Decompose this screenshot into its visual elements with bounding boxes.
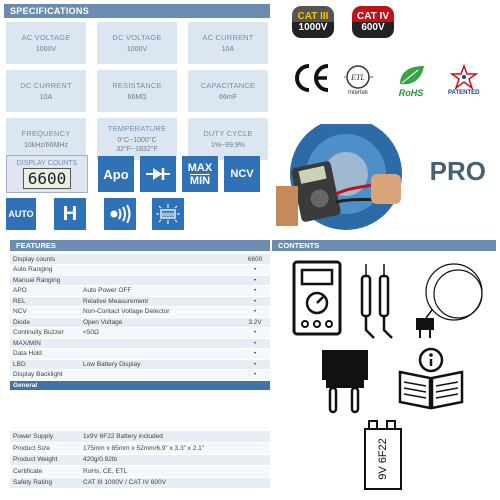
cat-iii-label: CAT III (297, 11, 329, 22)
feature-value: • (240, 338, 270, 349)
display-counts-value: 6600 (23, 168, 72, 189)
general-desc: 420g/0.92lb (80, 454, 270, 466)
contents-header: CONTENTS (272, 240, 496, 251)
feature-tiles-row-2 (6, 198, 184, 230)
feature-name: Manual Ranging (10, 275, 80, 286)
feature-value: • (240, 307, 270, 318)
min-label: MIN (189, 174, 211, 187)
spec-cell (188, 22, 268, 64)
svg-text:c: c (344, 74, 346, 79)
spec-label: RESISTANCE (112, 80, 162, 90)
backlight-tile (152, 198, 184, 230)
feature-value: • (240, 370, 270, 381)
thermocouple-icon (410, 262, 490, 340)
cat-iv-badge (352, 6, 394, 38)
table-row (10, 286, 270, 297)
spec-label: DC VOLTAGE (112, 32, 162, 42)
feature-value: • (240, 359, 270, 370)
spec-cell (97, 70, 177, 112)
feature-name: Diode (10, 317, 80, 328)
spec-label: TEMPERATURE (107, 124, 167, 133)
table-row (10, 466, 270, 478)
rohs-mark (396, 64, 426, 98)
general-name: Product Size (10, 443, 80, 455)
spec-cell (6, 22, 86, 64)
battery-terminal (386, 420, 396, 428)
feature-value: • (240, 328, 270, 339)
etl-mark (340, 64, 376, 96)
table-row (10, 477, 270, 489)
buzzer-tile (104, 198, 136, 230)
cat-iii-voltage: 1000V (298, 22, 328, 33)
general-name: Safety Rating (10, 477, 80, 489)
cat-iv-label: CAT IV (356, 11, 390, 22)
feature-value: • (240, 265, 270, 276)
rohs-label: RoHS (398, 88, 424, 98)
cat-iii-badge (292, 6, 334, 38)
table-row (10, 454, 270, 466)
max-label: MAX (187, 161, 213, 174)
plug-adapter-icon (318, 346, 374, 416)
apo-tile: Apo (98, 156, 134, 192)
spec-label: AC VOLTAGE (21, 32, 71, 42)
spec-value: 10A (221, 45, 235, 53)
display-counts-label: DISPLAY COUNTS (16, 159, 78, 167)
feature-name: Display Backlight (10, 370, 80, 381)
general-header: General (10, 380, 270, 391)
intertek-label: Intertek (347, 90, 368, 96)
battery-icon (364, 420, 404, 492)
table-row (10, 443, 270, 455)
svg-text:ETL: ETL (351, 73, 365, 82)
table-row (10, 296, 270, 307)
features-header: FEATURES (10, 240, 270, 251)
feature-desc (80, 370, 240, 381)
feature-desc (80, 349, 240, 360)
general-desc: CAT III 1000V / CAT IV 600V (80, 477, 270, 489)
ce-mark (292, 62, 332, 94)
diode-tile (140, 156, 176, 192)
feature-name: REL (10, 296, 80, 307)
feature-name: Continuity Buzzer (10, 328, 80, 339)
general-desc: 1x9V 6F22 Battery included (80, 431, 270, 443)
table-row (10, 359, 270, 370)
diode-icon (146, 166, 170, 182)
feature-name: Auto Ranging (10, 265, 80, 276)
spec-label: AC CURRENT (202, 32, 254, 42)
spec-label: DUTY CYCLE (203, 128, 253, 138)
feature-desc: Open Voltage (80, 317, 240, 328)
feature-value: 3.2V (240, 317, 270, 328)
pro-logo: PRO (429, 156, 486, 186)
feature-desc: Low Battery Display (80, 359, 240, 370)
spec-cell (6, 118, 86, 160)
feature-desc: <50Ω (80, 328, 240, 339)
spec-cell (97, 22, 177, 64)
spec-value: 1000V (35, 45, 57, 53)
spec-label: DC CURRENT (20, 80, 72, 90)
spec-value (116, 136, 158, 154)
feature-name: Display counts (10, 254, 80, 265)
multimeter-icon (290, 258, 350, 338)
feature-name: APO (10, 286, 80, 297)
patented-star-icon (449, 64, 479, 90)
spec-label: FREQUENCY (21, 128, 71, 138)
general-name: Product Weight (10, 454, 80, 466)
battery-label: 9V 6F22 (377, 438, 389, 480)
feature-name: NCV (10, 307, 80, 318)
feature-value: • (240, 286, 270, 297)
cat-iv-voltage: 600V (361, 22, 385, 33)
spec-value: 10kHz/66MHz (24, 141, 68, 149)
table-row (10, 275, 270, 286)
spec-cell (188, 70, 268, 112)
auto-tile: AUTO (6, 198, 36, 230)
spec-cell (188, 118, 268, 160)
buzzer-icon (108, 205, 132, 223)
manual-icon (396, 346, 466, 412)
feature-value: • (240, 275, 270, 286)
feature-desc: Relative Measurement (80, 296, 240, 307)
feature-tiles-row-1 (6, 155, 260, 193)
specifications-header: SPECIFICATIONS (4, 4, 270, 18)
spec-cell (97, 118, 177, 160)
max-min-tile (182, 156, 218, 192)
spec-value: 10A (39, 93, 53, 101)
ncv-tile: NCV (224, 156, 260, 192)
general-group-row (10, 380, 270, 391)
feature-name: MAX/MIN (10, 338, 80, 349)
general-desc: 175mm x 85mm x 52mm/6.9" x 3.3" x 2.1" (80, 443, 270, 455)
feature-desc: Auto Power OFF (80, 286, 240, 297)
table-row (10, 370, 270, 381)
rohs-leaf-icon (396, 64, 426, 88)
general-name: Certificate (10, 466, 80, 478)
battery-terminal (368, 420, 378, 428)
feature-desc (80, 338, 240, 349)
table-row (10, 265, 270, 276)
spec-value: 66mF (219, 93, 237, 101)
feature-value: • (240, 349, 270, 360)
feature-desc (80, 265, 240, 276)
features-table (10, 254, 270, 391)
table-row (10, 328, 270, 339)
svg-text:us: us (369, 74, 374, 79)
ce-icon (292, 62, 332, 94)
feature-name: LBD (10, 359, 80, 370)
general-desc: RoHs, CE, ETL (80, 466, 270, 478)
spec-value-line: 0°C~1000°C (117, 137, 157, 144)
spec-cell (6, 70, 86, 112)
patented-mark (448, 64, 479, 96)
hold-tile: H (54, 198, 86, 230)
display-counts-tile (6, 155, 88, 193)
feature-desc (80, 275, 240, 286)
etl-icon (340, 64, 376, 90)
spec-label: CAPACITANCE (200, 80, 256, 90)
patented-label: PATENTED (448, 90, 480, 96)
table-row (10, 254, 270, 265)
svg-text:8888: 8888 (161, 212, 175, 219)
feature-value: 6600 (240, 254, 270, 265)
general-name: Power Supply (10, 431, 80, 443)
table-row (10, 431, 270, 443)
feature-name: Data Hold (10, 349, 80, 360)
spec-value-line: 32°F~1832°F (116, 146, 158, 153)
product-photo (276, 124, 486, 230)
spec-value: 1%~99.9% (210, 141, 246, 149)
feature-value: • (240, 296, 270, 307)
table-row (10, 307, 270, 318)
spec-value: 66MΩ (127, 93, 147, 101)
general-table (10, 431, 270, 489)
table-row (10, 338, 270, 349)
table-row (10, 317, 270, 328)
spec-value: 1000V (126, 45, 148, 53)
specifications-grid (6, 22, 268, 160)
feature-desc: Non-Contact Voltage Detector (80, 307, 240, 318)
table-row (10, 349, 270, 360)
backlight-icon (155, 203, 181, 225)
test-leads-icon (356, 260, 400, 340)
feature-desc (80, 254, 240, 265)
